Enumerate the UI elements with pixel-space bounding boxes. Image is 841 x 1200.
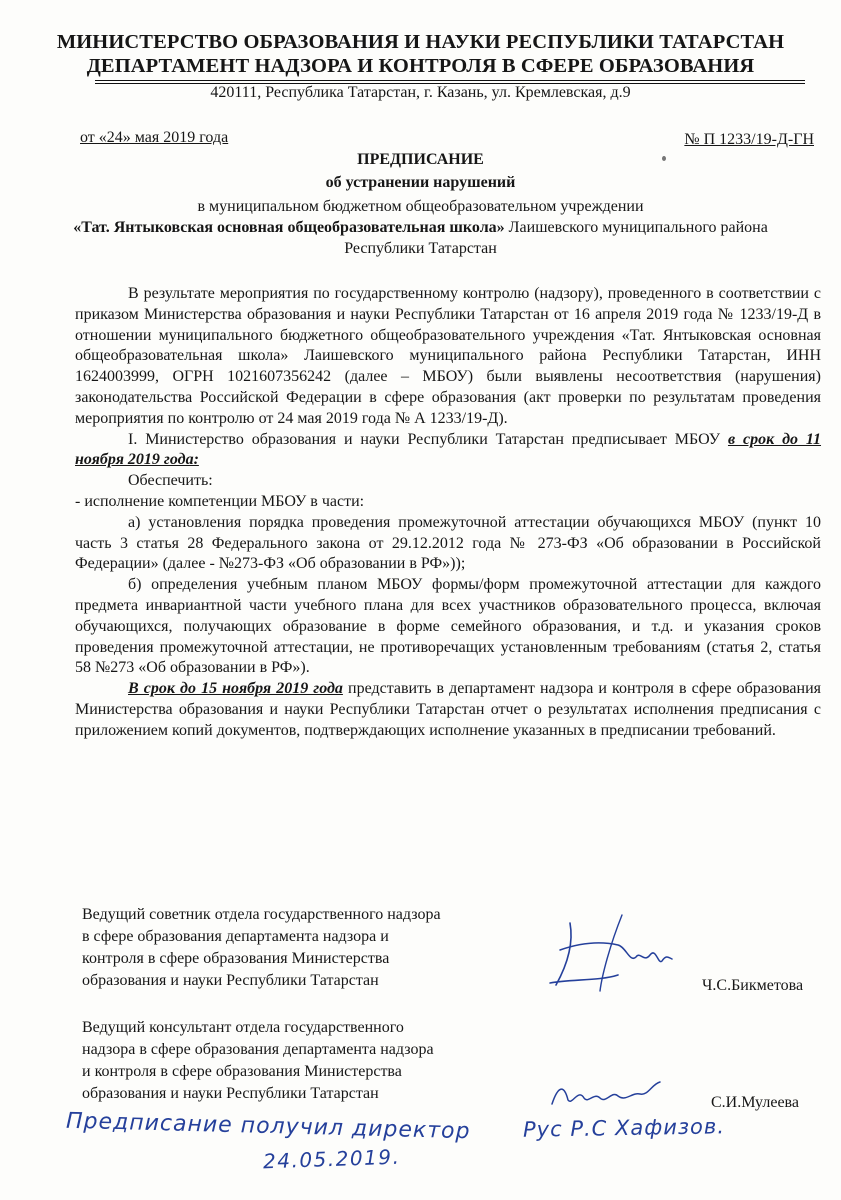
institution-district: Лаишевского муниципального района <box>504 219 768 236</box>
signature-2-drawing <box>548 1076 668 1116</box>
document-body <box>75 284 821 742</box>
handwritten-receipt-date: 24.05.2019. <box>262 1144 401 1174</box>
report-paragraph <box>75 679 821 741</box>
org-name-line-2: ДЕПАРТАМЕНТ НАДЗОРА И КОНТРОЛЯ В СФЕРЕ ОБРАЗОВАНИЯ <box>86 55 755 77</box>
signatory-1-position-line: в сфере образования департамента надзора и <box>82 928 389 945</box>
document-title: ПРЕДПИСАНИЕ <box>357 151 484 168</box>
item-b-paragraph: б) определения учебным планом МБОУ формы/форм промежуточной аттестации для каждого предмета инвариантной части учебного плана для всех участников образовательного процесса, включая обучающихся, получающих образование в форме семейного образования, и т.д. и указания сроков проведения промежуточной аттестации, не противоречащих установленным требованиям (статья 2, статья 58 №273 «Об образовании в РФ»). <box>75 576 821 677</box>
signatory-2-position <box>82 1017 434 1105</box>
signatory-1-position-line: Ведущий советник отдела государственного надзора <box>82 906 441 923</box>
section-1-paragraph <box>75 430 821 472</box>
org-name-line-1: МИНИСТЕРСТВО ОБРАЗОВАНИЯ И НАУКИ РЕСПУБЛИКИ ТАТАРСТАН <box>56 31 785 53</box>
header-rule-thick <box>95 80 805 81</box>
report-deadline: В срок до 15 ноября 2019 года <box>128 680 343 698</box>
signatory-2-name: С.И.Мулеева <box>711 1094 799 1111</box>
signatory-1-name: Ч.С.Бикметова <box>702 977 804 994</box>
institution-line-2 <box>0 219 841 237</box>
document-date: от «24» мая 2019 года <box>80 129 229 146</box>
section-1-deadline: в срок до 11 ноября 2019 года: <box>75 430 822 469</box>
ensure-paragraph: Обеспечить: <box>128 472 213 490</box>
item-a-paragraph: а) установления порядка проведения промежуточной аттестации обучающихся МБОУ (пункт 10 часть 3 статья 28 Федерального закона от 29.12.2012 года № 273-ФЗ «Об образовании в Российской Федерации» (далее - №273-ФЗ «Об образовании в РФ»)); <box>75 513 821 573</box>
signatory-1-position-line: контроля в сфере образования Министерства <box>82 950 390 967</box>
signatory-2-position-line: и контроля в сфере образования Министерства <box>82 1063 402 1080</box>
handwritten-director-signoff: Рус Р.С Хафизов. <box>522 1114 726 1142</box>
org-address: 420111, Республика Татарстан, г. Казань, ул. Кремлевская, д.9 <box>210 84 631 101</box>
signatory-1-position <box>82 904 441 992</box>
signatory-2-position-line: образования и науки Республики Татарстан <box>82 1085 379 1102</box>
intro-paragraph: В результате мероприятия по государственному контролю (надзору), проведенного в соответствии с приказом Министерства образования и науки Республики Татарстан от 16 апреля 2019 года № 1233/19-Д в отношении муниципального бюджетного общеобразовательного учреждения «Тат. Янтыковская основная общеобразовательная школа» Лаишевского муниципального района Республики Татарстан, ИНН 1624003999, ОГРН 1021607356242 (далее – МБОУ) были выявлены несоответствия (нарушения) законодательства Российской Федерации в сфере образования (акт проверки по результатам проведения мероприятия по контролю от 24 мая 2019 года № А 1233/19-Д). <box>75 285 821 427</box>
document-subtitle: об устранении нарушений <box>325 174 516 191</box>
signatory-2-position-line: надзора в сфере образования департамента надзора <box>82 1041 434 1058</box>
signatory-2-position-line: Ведущий консультант отдела государственного <box>82 1019 404 1036</box>
handwritten-receipt-note: Предписание получил директор <box>65 1108 471 1145</box>
signature-1-drawing <box>540 905 680 995</box>
report-text: представить в департамент надзора и контроля в сфере образования Министерства образования и науки Республики Татарстан отчет о результатах исполнения предписания с приложением копий документов, подтверждающих исполнение указанных в предписании требований. <box>75 680 821 739</box>
competence-paragraph: - исполнение компетенции МБОУ в части: <box>75 492 365 510</box>
section-1-text: I. Министерство образования и науки Республики Татарстан предписывает МБОУ <box>128 430 728 448</box>
institution-line-1: в муниципальном бюджетном общеобразовательном учреждении <box>197 198 644 215</box>
institution-school-name: «Тат. Янтыковская основная общеобразовательная школа» <box>73 219 505 236</box>
institution-line-3: Республики Татарстан <box>344 240 497 257</box>
signatory-1-position-line: образования и науки Республики Татарстан <box>82 972 379 989</box>
document-number: № П 1233/19-Д-ГН <box>684 131 814 148</box>
